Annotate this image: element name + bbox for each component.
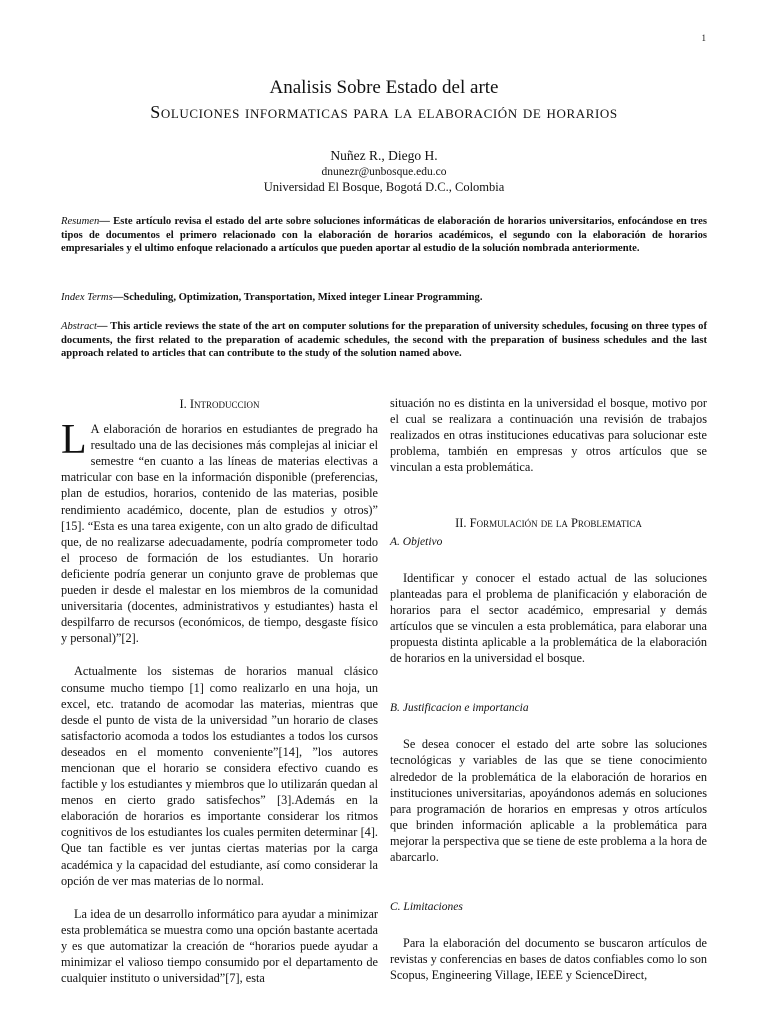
drop-cap: L <box>61 417 87 464</box>
author-affiliation: Universidad El Bosque, Bogotá D.C., Colombia <box>263 180 505 194</box>
intro-paragraph-1-text: A elaboración de horarios en estudiantes de pregrado ha resultado una de las decisiones más complejas al iniciar el semestre “en cuanto a las líneas de materias electivas a matricular con base en la información disponible (preferencias, plan de estudios, horarios, contenido de las materias, posible rendimiento académico, docente, plan de estudios y otros)” [15]. “Esta es una tarea exigente, con un alto grado de dificultad que, de no realizarse adecuadamente, podría comprometer todo el proceso de formación de los estudiantes. Un horario deficiente podría generar un conjunto grave de problemas que pueden ir desde el malestar en los miembros de la comunidad universitaria (docentes, administrativos y estudiantes) hasta el despilfarro de recursos (económicos, de tiempo, desgaste físico y personal)”[2]. <box>61 422 378 646</box>
subsection-heading-justificacion: B. Justificacion e importancia <box>390 702 529 715</box>
paper-subtitle: Soluciones informaticas para la elaboración de horarios <box>150 102 618 122</box>
abstract-block <box>61 320 707 361</box>
resumen-block <box>61 215 707 256</box>
limitaciones-paragraph: Para la elaboración del documento se buscaron artículos de revistas y conferencias en bases de datos confiables como lo son Scopus, Engineering Village, IEEE y ScienceDirect, <box>390 936 707 983</box>
intro-paragraph-1 <box>61 417 378 646</box>
subsection-heading-limitaciones: C. Limitaciones <box>390 901 463 914</box>
author-name: Nuñez R., Diego H. <box>330 148 438 163</box>
index-terms-text: —Scheduling, Optimization, Transportation, Mixed integer Linear Programming. <box>112 292 483 303</box>
resumen-label: Resumen <box>61 216 100 227</box>
paper-title: Analisis Sobre Estado del arte <box>269 77 499 98</box>
abstract-label: Abstract <box>61 321 97 332</box>
page-number: 1 <box>701 33 706 43</box>
justificacion-paragraph: Se desea conocer el estado del arte sobre las soluciones tecnológicas y variables de las que se tiene conocimiento alrededor de la problemática de la elaboración de horarios en instituciones universitarias, apoyándonos además en soluciones para programación de horarios en empresas y otros artículos que brinden información aplicable a la problemática para mejorar la perspectiva que se tiene de este problema a la hora de abarcarlo. <box>390 737 707 864</box>
left-column <box>61 396 378 986</box>
index-terms-block <box>61 291 707 305</box>
intro-paragraph-2: Actualmente los sistemas de horarios manual clásico consume mucho tiempo [1] como realizarlo en una hoja, un excel, etc. tratando de acomodar las materias, mientras que desde el punto de vista de la universidad ”un horario de clases satisfactorio acomoda a todos los estudiantes a todos los cursos deseados en el momento conveniente”[14], ”los autores mencionan que el horario se considera efectivo cuando es factible y los estudiantes y miembros que lo utilizarán quedan al menos en cierto grado satisfechos” [3].Además en la elaboración de horarios es importante considerar los ritmos cognitivos de los estudiantes los cuales permiten determinar [4]. Que tan factible es ver juntas ciertas materias por la carga académica y la capacidad del estudiante, así como considerar la opción de ver mas materias de lo normal. <box>61 664 378 888</box>
intro-paragraph-3: La idea de un desarrollo informático para ayudar a minimizar esta problemática se muestra como una opción bastante acertada y es que automatizar la creación de “horarios puede ayudar a minimizar el valioso tiempo consumido por el departamento de cualquier instituto o universidad”[7], esta <box>61 906 378 986</box>
author-email[interactable]: dnunezr@unbosque.edu.co <box>321 166 447 178</box>
right-column <box>390 395 707 983</box>
abstract-text: — This article reviews the state of the art on computer solutions for the preparation of university schedules, focusing on three types of documents, the first related to the preparation of academic schedules, the second with the preparation of business schedules and the last approach related to articles that can contribute to the study of the solution named above. <box>61 321 707 360</box>
index-terms-label: Index Terms <box>61 292 113 303</box>
section-heading-introduccion: I. Introduccion <box>179 397 260 411</box>
section-heading-formulacion: II. Formulación de la Problematica <box>455 516 642 531</box>
resumen-text: — Este artículo revisa el estado del arte sobre soluciones informáticas de elaboración de horarios universitarios, enfocándose en tres tipos de documentos el primero relacionado con la elaboración de horarios académicos, el segundo con la elaboración de horarios empresariales y el ultimo enfoque relacionado a artículos que pueden aportar al estudio de la solución nombrada anteriormente. <box>61 216 707 255</box>
objetivo-paragraph: Identificar y conocer el estado actual de las soluciones planteadas para el problema de planificación y elaboración de horarios para el sector académico, empresarial y demás artículos que se vinculen a esta problemática, para elaborar una propuesta distinta aplicable a la problemática de la elaboración de horarios en la universidad el bosque. <box>390 570 707 666</box>
subsection-heading-objetivo: A. Objetivo <box>390 535 443 548</box>
intro-paragraph-3-continued: situación no es distinta en la universidad el bosque, motivo por el cual se realizara a continuación una revisión de trabajos realizados en otras instituciones educativas para solucionar este problema, también en empresas y otros artículos que se vinculan a esta problemática. <box>390 396 707 475</box>
